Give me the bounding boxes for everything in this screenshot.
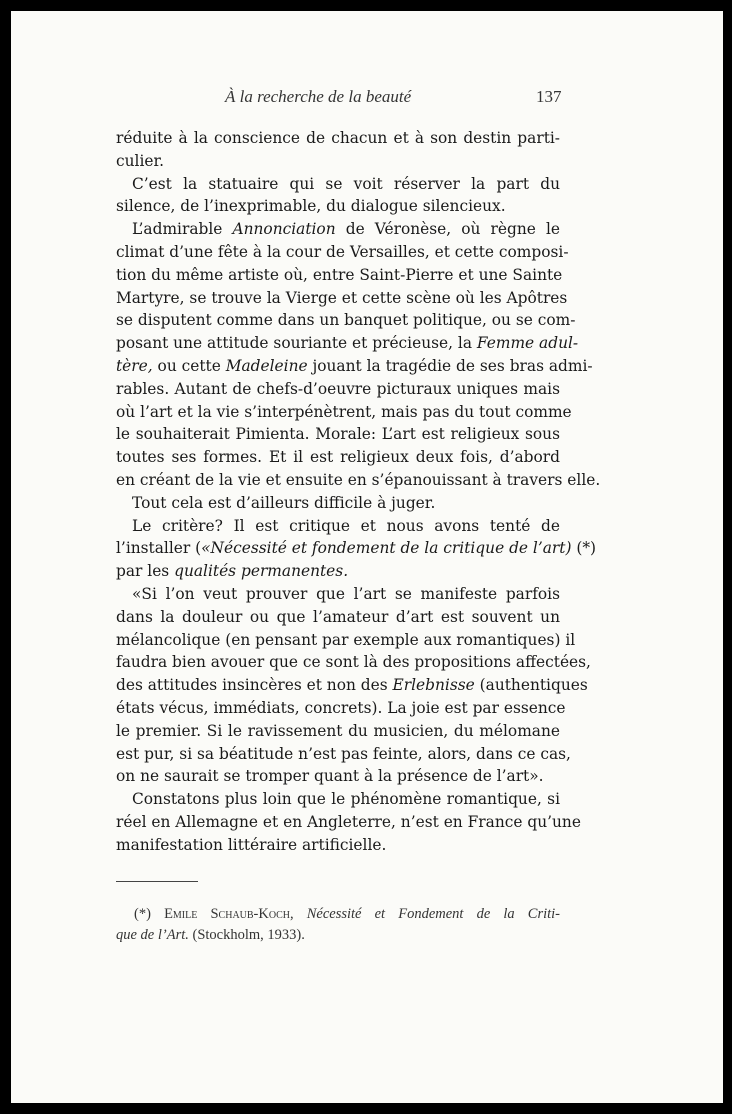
page-number: 137 <box>536 87 562 106</box>
footnote-line <box>116 925 560 946</box>
text-line: où l’art et la vie s’interpénètrent, mais pas du tout comme <box>116 402 572 421</box>
text-line: faudra bien avouer que ce sont là des propositions affectées, <box>116 653 591 672</box>
text-line: climat d’une fête à la cour de Versailles, et cette composi- <box>116 242 569 261</box>
text-line: manifestation littéraire artificielle. <box>116 835 387 854</box>
footnote-author: Emile Schaub-Koch, <box>164 906 294 922</box>
paragraph-start: Constatons plus loin que le phénomène romantique, si <box>132 790 560 809</box>
paragraph-start: Le critère? Il est critique et nous avons tenté de <box>132 516 560 535</box>
italic-phrase: qualités permanentes. <box>174 562 349 581</box>
footnote-marker: (*) <box>134 906 151 922</box>
text-line: toutes ses formes. Et il est religieux deux fois, d’abord <box>116 448 560 467</box>
italic-title: «Nécessité et fondement de la critique de l’art) <box>201 539 572 558</box>
book-page <box>11 11 723 1103</box>
text-line: posant une attitude souriante et précieuse, la Femme adul- <box>116 334 579 353</box>
text-line: rables. Autant de chefs-d’oeuvre picturaux uniques mais <box>116 379 560 398</box>
text-line: des attitudes insincères et non des Erlebnisse (authentiques <box>116 676 588 695</box>
footnote-publication: (Stockholm, 1933). <box>192 927 305 943</box>
text-line: Martyre, se trouve la Vierge et cette scène où les Apôtres <box>116 288 568 307</box>
text-line: dans la douleur ou que l’amateur d’art est souvent un <box>116 607 560 626</box>
text-line: mélancolique (en pensant par exemple aux romantiques) il <box>116 630 576 649</box>
body-text <box>116 127 601 857</box>
footnote-title: que de l’Art. <box>116 927 189 943</box>
footnote-title: Nécessité et Fondement de la Criti- <box>306 906 561 922</box>
text-line: le premier. Si le ravissement du musicien, du mélomane <box>116 721 560 740</box>
text-line: est pur, si sa béatitude n’est pas feinte, alors, dans ce cas, <box>116 744 571 763</box>
text-line: en créant de la vie et ensuite en s’épanouissant à travers elle. <box>116 470 601 489</box>
italic-title: Femme adul- <box>476 334 579 353</box>
paragraph-start: L’admirable Annonciation de Véronèse, où règne le <box>132 220 560 239</box>
paragraph-start: C’est la statuaire qui se voit réserver la part du <box>132 174 560 193</box>
italic-title: tère, <box>116 356 153 375</box>
text-line: réduite à la conscience de chacun et à son destin parti- <box>116 129 560 147</box>
text-line: états vécus, immédiats, concrets). La joie est par essence <box>116 698 566 717</box>
italic-title: Madeleine <box>225 356 308 375</box>
text-line: l’installer («Nécessité et fondement de la critique de l’art) (*) <box>116 539 597 558</box>
italic-title: Annonciation <box>232 220 336 239</box>
text-line: réel en Allemagne et en Angleterre, n’est en France qu’une <box>116 812 581 831</box>
text-line: culier. <box>116 151 165 170</box>
running-title: À la recherche de la beauté <box>225 87 412 106</box>
footnote <box>116 904 560 946</box>
text-line: tère, ou cette Madeleine jouant la tragédie de ses bras admi- <box>116 356 593 375</box>
text-line: se disputent comme dans un banquet politique, ou se com- <box>116 311 576 330</box>
text-line: silence, de l’inexprimable, du dialogue silencieux. <box>116 197 506 216</box>
text-line: par les qualités permanentes. <box>116 562 349 581</box>
paragraph-start: «Si l’on veut prouver que l’art se manifeste parfois <box>132 584 560 603</box>
paragraph-start: Tout cela est d’ailleurs difficile à juger. <box>132 493 436 512</box>
page-header <box>11 87 723 111</box>
text-line: tion du même artiste où, entre Saint-Pierre et une Sainte <box>116 265 563 284</box>
footnote-divider <box>116 881 198 882</box>
text-line: on ne saurait se tromper quant à la présence de l’art». <box>116 767 544 786</box>
footnote-line <box>116 904 560 925</box>
text-line: le souhaiterait Pimienta. Morale: L’art est religieux sous <box>116 425 560 444</box>
italic-term: Erlebnisse <box>392 676 475 695</box>
